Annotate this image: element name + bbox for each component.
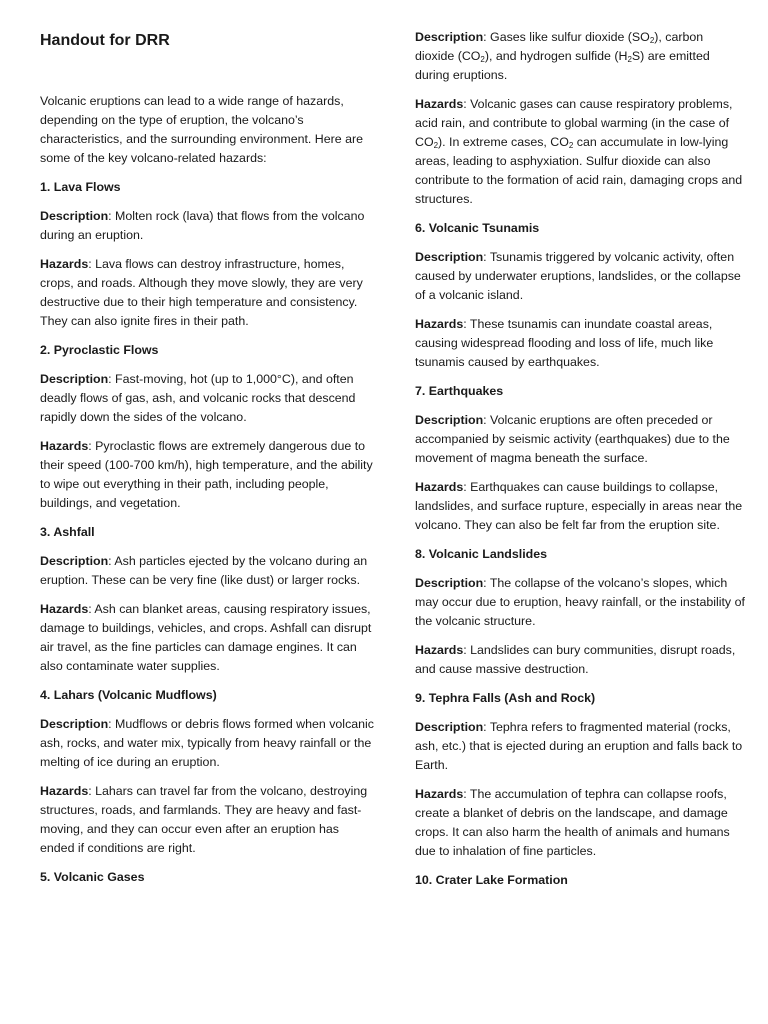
hazards-label: Hazards	[415, 480, 464, 494]
description-text: : Ash particles ejected by the volcano during an eruption. These can be very fine (like dust) or larger rocks.	[40, 554, 368, 587]
hazards-label: Hazards	[40, 602, 89, 616]
description-text: : The collapse of the volcano’s slopes, which may occur due to eruption, heavy rainfall, or the instability of the volcanic structure.	[415, 576, 745, 628]
subscript: 2	[433, 141, 439, 150]
hazards-text: : Earthquakes can cause buildings to collapse, landslides, and surface rupture, especially in areas near the volcano. They can also be felt far from the eruption site.	[415, 480, 743, 532]
section-heading: 1. Lava Flows	[40, 180, 121, 194]
description-text: : Tsunamis triggered by volcanic activity, often caused by underwater eruptions, landslides, or the collapse of a volcanic island.	[415, 250, 741, 302]
description-label: Description	[40, 717, 109, 731]
description-paragraph	[40, 207, 375, 245]
hazards-text: : The accumulation of tephra can collapse roofs, create a blanket of debris on the landscape, and damage crops. It can also harm the health of animals and humans due to inhalation of fine particles.	[415, 787, 730, 858]
right-column	[415, 28, 745, 900]
hazards-text: : Pyroclastic flows are extremely dangerous due to their speed (100-700 km/h), high temperature, and the ability to wipe out everything in their path, including people, buildings, and vegetation.	[40, 439, 373, 510]
section-heading: 6. Volcanic Tsunamis	[415, 221, 540, 235]
description-text: ), and hydrogen sulfide (H	[484, 49, 628, 63]
left-column	[40, 92, 375, 897]
hazards-label: Hazards	[415, 97, 464, 111]
description-paragraph	[415, 574, 745, 631]
description-text: : Tephra refers to fragmented material (rocks, ash, etc.) that is ejected during an eruption and falls back to Earth.	[415, 720, 743, 772]
description-label: Description	[415, 30, 484, 44]
hazards-paragraph	[40, 600, 375, 676]
hazards-paragraph	[415, 95, 745, 209]
hazards-label: Hazards	[40, 784, 89, 798]
description-paragraph	[415, 718, 745, 775]
section-heading: 10. Crater Lake Formation	[415, 873, 568, 887]
subscript: 2	[568, 141, 574, 150]
hazards-paragraph	[415, 315, 745, 372]
description-paragraph	[415, 28, 745, 85]
description-label: Description	[40, 372, 109, 386]
hazards-paragraph	[40, 437, 375, 513]
hazards-label: Hazards	[415, 787, 464, 801]
intro-paragraph: Volcanic eruptions can lead to a wide range of hazards, depending on the type of eruption, the volcano’s characteristics, and the surrounding environment. Here are some of the key volcano-related hazards:	[40, 94, 364, 165]
description-text: : Molten rock (lava) that flows from the volcano during an eruption.	[40, 209, 365, 242]
page-title: Handout for DRR	[40, 32, 170, 49]
hazards-paragraph	[415, 641, 745, 679]
description-text: S) are emitted during eruptions.	[415, 49, 710, 82]
description-label: Description	[415, 250, 484, 264]
hazards-label: Hazards	[415, 317, 464, 331]
hazards-paragraph	[415, 785, 745, 861]
hazards-paragraph	[40, 782, 375, 858]
hazards-text: : Ash can blanket areas, causing respiratory issues, damage to buildings, vehicles, and crops. Ashfall can disrupt air travel, as the fine particles can damage engines. It can also contaminate water supplies.	[40, 602, 372, 673]
section-heading: 8. Volcanic Landslides	[415, 547, 547, 561]
description-text: : Mudflows or debris flows formed when volcanic ash, rocks, and water mix, typically from heavy rainfall or the melting of ice during an eruption.	[40, 717, 374, 769]
hazards-label: Hazards	[415, 643, 464, 657]
subscript: 2	[627, 55, 632, 64]
hazards-text: : Lahars can travel far from the volcano, destroying structures, roads, and farmlands. They are heavy and fast-moving, and they can occur even after an eruption has ended if conditions are right.	[40, 784, 368, 855]
hazards-text: ). In extreme cases, CO	[438, 135, 569, 149]
hazards-paragraph	[415, 478, 745, 535]
section-heading: 9. Tephra Falls (Ash and Rock)	[415, 691, 596, 705]
subscript: 2	[480, 55, 485, 64]
hazards-label: Hazards	[40, 439, 89, 453]
description-paragraph	[415, 248, 745, 305]
hazards-text: : Landslides can bury communities, disrupt roads, and cause massive destruction.	[415, 643, 736, 676]
description-text: : Fast-moving, hot (up to 1,000°C), and often deadly flows of gas, ash, and volcanic rocks that descend rapidly down the sides of the volcano.	[40, 372, 356, 424]
description-label: Description	[40, 209, 109, 223]
section-heading: 4. Lahars (Volcanic Mudflows)	[40, 688, 217, 702]
description-paragraph	[415, 411, 745, 468]
hazards-text: can accumulate in low-lying areas, leading to asphyxiation. Sulfur dioxide can also contribute to the formation of acid rain, damaging crops and structures.	[415, 135, 743, 206]
hazards-paragraph	[40, 255, 375, 331]
section-heading: 3. Ashfall	[40, 525, 95, 539]
description-paragraph	[40, 715, 375, 772]
description-label: Description	[415, 413, 484, 427]
hazards-label: Hazards	[40, 257, 89, 271]
hazards-text: : Volcanic gases can cause respiratory problems, acid rain, and contribute to global warming (in the case of CO	[415, 97, 733, 149]
description-text: : Volcanic eruptions are often preceded or accompanied by seismic activity (earthquakes) due to the movement of magma beneath the surface.	[415, 413, 730, 465]
description-text: ), carbon dioxide (CO	[415, 30, 704, 63]
hazards-text: : These tsunamis can inundate coastal areas, causing widespread flooding and loss of life, much like tsunamis caused by earthquakes.	[415, 317, 714, 369]
description-text: : Gases like sulfur dioxide (SO	[483, 30, 650, 44]
description-label: Description	[415, 720, 484, 734]
section-heading: 7. Earthquakes	[415, 384, 504, 398]
section-heading: 2. Pyroclastic Flows	[40, 343, 159, 357]
description-label: Description	[415, 576, 484, 590]
subscript: 2	[649, 36, 655, 45]
description-paragraph	[40, 552, 375, 590]
description-label: Description	[40, 554, 109, 568]
hazards-text: : Lava flows can destroy infrastructure, homes, crops, and roads. Although they move slowly, they are very destructive due to their high temperature and consistency. They can also ignite fires in their path.	[40, 257, 363, 328]
section-heading: 5. Volcanic Gases	[40, 870, 145, 884]
description-paragraph	[40, 370, 375, 427]
